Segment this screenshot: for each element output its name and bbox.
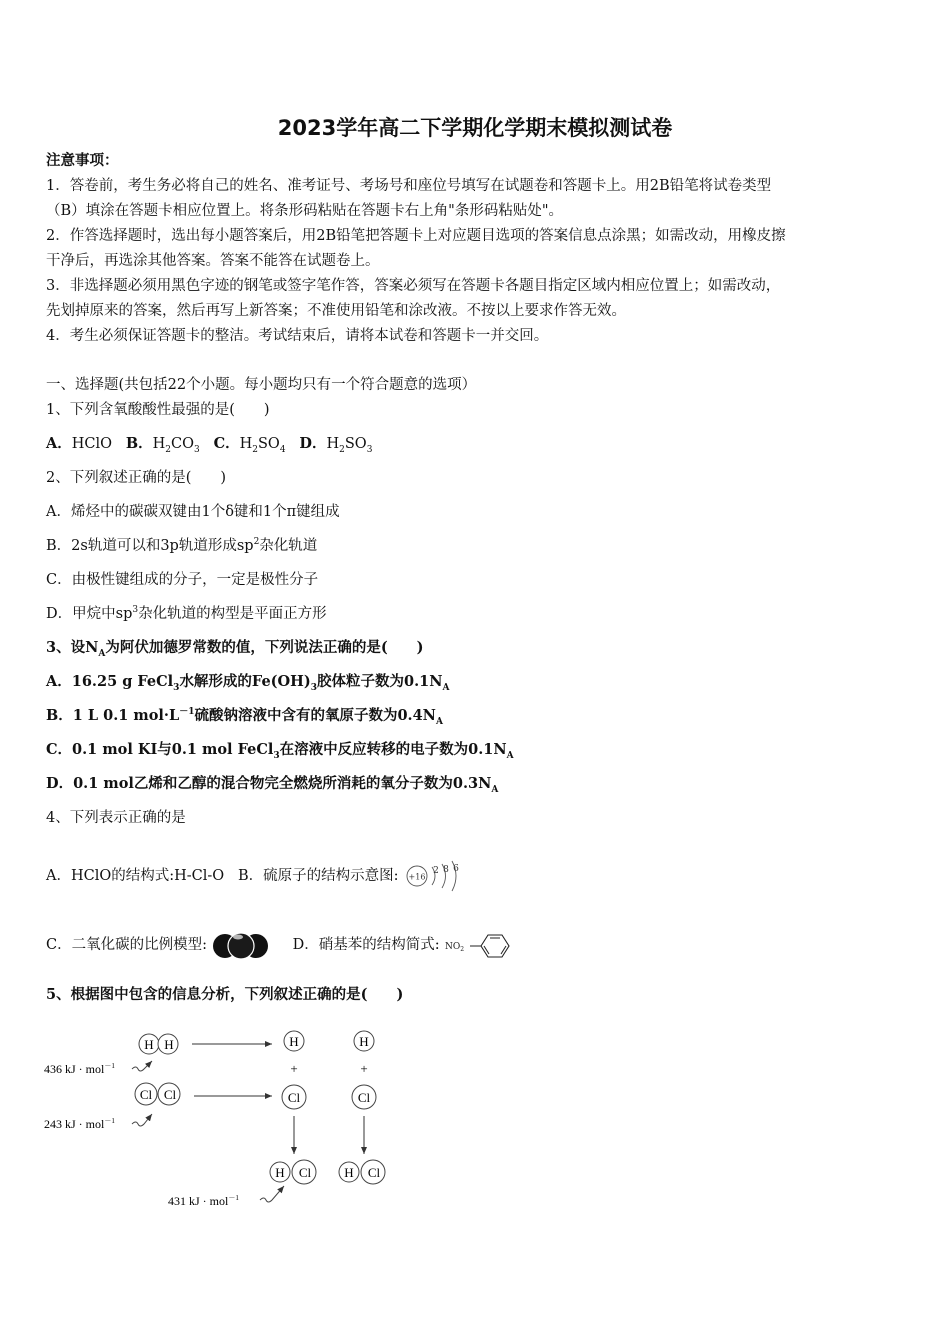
atom-symbol: H	[359, 1034, 369, 1049]
hcl-bond-energy-figure	[42, 1024, 402, 1220]
question-1-stem: 1、下列含氧酸酸性最强的是( )	[46, 402, 270, 418]
question-3-option-d: D．0.1 mol乙烯和乙醇的混合物完全燃烧所消耗的氧分子数为$0.3N_A$	[46, 775, 499, 795]
page-title: 2023学年高二下学期化学期末模拟测试卷	[277, 116, 673, 140]
nitro-group: $NO_2$	[445, 942, 465, 953]
bond-energy-label: 431 kJ · mol$^{-1}$	[168, 1194, 239, 1208]
question-4-row-cd	[46, 922, 916, 968]
bond-form-arrow	[260, 1186, 284, 1202]
notice-item: （B）填涂在答题卡相应位置上。将条形码粘贴在答题卡右上角"条形码粘贴处"。	[46, 203, 563, 219]
notice-item: 2．作答选择题时，选出每小题答案后，用2B铅笔把答题卡上对应题目选项的答案信息点涂黑；如需改动，用橡皮擦	[46, 228, 786, 244]
question-4-row-ab	[46, 854, 916, 898]
question-4-option-c: C．二氧化碳的比例模型:	[46, 937, 207, 953]
bond-energy-label: 243 kJ · mol$^{-1}$	[44, 1117, 115, 1131]
question-3-stem: 3、设$N_A$为阿伏加德罗常数的值，下列说法正确的是( )	[46, 639, 424, 659]
question-3-option-a: A．16.25 g FeCl$_3$水解形成的$Fe(OH)_3$胶体粒子数为$0.1N_A$	[46, 673, 450, 693]
highlight	[233, 935, 243, 940]
atom-symbol: Cl	[357, 1090, 371, 1105]
bond-break-arrow	[132, 1061, 152, 1071]
option-d: $H_2SO_3$	[326, 436, 373, 455]
shell-electrons: 6	[453, 864, 460, 874]
nucleus-charge: +16	[408, 872, 426, 882]
option-c-label: C．	[213, 435, 240, 452]
atom-symbol: Cl	[139, 1087, 153, 1102]
nitrobenzene-structure	[444, 928, 516, 962]
question-5-stem: 5、根据图中包含的信息分析，下列叙述正确的是( )	[46, 986, 404, 1003]
atom-symbol: Cl	[287, 1090, 301, 1105]
option-c: $H_2SO_4$	[239, 436, 286, 455]
atom-symbol: H	[275, 1165, 285, 1180]
shell-electrons: 8	[443, 865, 450, 875]
plus-sign: +	[360, 1061, 368, 1076]
question-3-option-b: B．1 L 0.1 $mol\cdot L^{-1}$硫酸钠溶液中含有的氧原子数为$0.4N_A$	[46, 707, 443, 727]
plus-sign: +	[290, 1061, 298, 1076]
atom-symbol: Cl	[163, 1087, 177, 1102]
question-4-option-a: A．HClO的结构式:H-Cl-O	[46, 868, 225, 884]
question-4-stem: 4、下列表示正确的是	[46, 810, 186, 826]
atom-symbol: Cl	[367, 1165, 381, 1180]
atom-symbol: H	[164, 1037, 174, 1052]
bond-break-arrow	[132, 1114, 152, 1126]
option-b-label: B．	[125, 435, 153, 452]
bond-energy-label: 436 kJ · mol$^{-1}$	[44, 1062, 115, 1076]
option-b: $H_2CO_3$	[152, 436, 200, 455]
question-2-stem: 2、下列叙述正确的是( )	[46, 470, 227, 486]
notice-item: 先划掉原来的答案，然后再写上新答案；不准使用铅笔和涂改液。不按以上要求作答无效。	[46, 303, 626, 319]
question-4-option-b: B．硫原子的结构示意图:	[238, 868, 399, 884]
atom-symbol: H	[344, 1165, 354, 1180]
question-2-option-d: D．甲烷中$sp^3$杂化轨道的构型是平面正方形	[46, 605, 327, 622]
notice-item: 干净后，再选涂其他答案。答案不能答在试题卷上。	[46, 253, 380, 269]
atom-symbol: H	[144, 1037, 154, 1052]
question-2-option-b: B．2s轨道可以和3p轨道形成$sp^2$杂化轨道	[46, 537, 318, 554]
question-4-option-d: D．硝基苯的结构简式:	[292, 937, 440, 953]
question-1-options	[46, 432, 916, 456]
question-2-option-a: A．烯烃中的碳碳双键由1个δ键和1个π键组成	[46, 504, 340, 520]
notice-item: 4．考生必须保证答题卡的整洁。考试结束后，请将本试卷和答题卡一并交回。	[46, 328, 549, 344]
sulfur-atom-diagram	[403, 856, 467, 896]
option-a: HClO	[71, 436, 113, 452]
notice-item: 1．答卷前，考生务必将自己的姓名、准考证号、考场号和座位号填写在试题卷和答题卡上。用2B铅笔将试卷类型	[46, 178, 772, 194]
option-a-label: A．	[46, 435, 72, 452]
notice-heading: 注意事项：	[46, 152, 119, 169]
question-2-option-c: C．由极性键组成的分子，一定是极性分子	[46, 572, 319, 588]
question-3-option-c: C．0.1 mol KI与0.1 mol FeCl$_3$在溶液中反应转移的电子数为$0.1N_A$	[46, 741, 514, 761]
atom-symbol: H	[289, 1034, 299, 1049]
co2-space-filling-model	[212, 925, 270, 965]
section-heading: 一、选择题(共包括22个小题。每小题均只有一个符合题意的选项）	[46, 377, 477, 393]
notice-item: 3．非选择题必须用黑色字迹的钢笔或签字笔作答，答案必须写在答题卡各题目指定区域内相应位置上；如需改动，	[46, 278, 781, 294]
atom-symbol: Cl	[298, 1165, 312, 1180]
shell-electrons: 2	[433, 866, 440, 876]
option-d-label: D．	[299, 435, 327, 452]
